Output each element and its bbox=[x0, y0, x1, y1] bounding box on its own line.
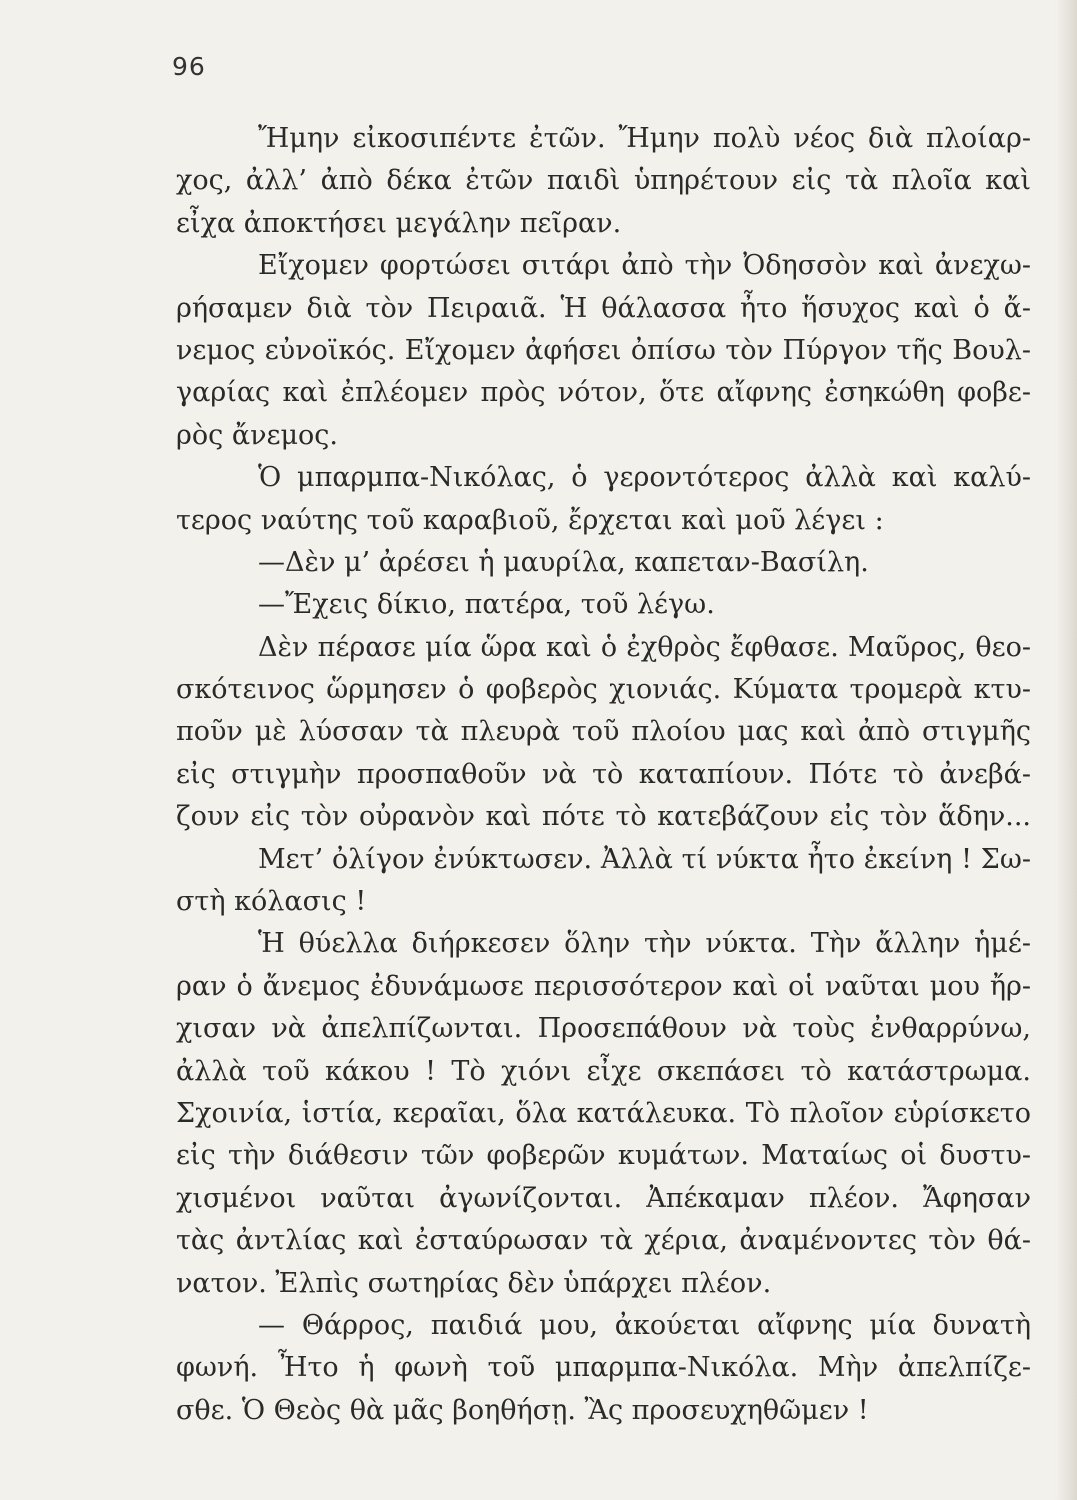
page-number: 96 bbox=[172, 52, 206, 81]
text-line: ρήσαμεν διὰ τὸν Πειραιᾶ. Ἡ θάλασσα ἦτο ἥσυχος καὶ ὁ ἄ- bbox=[176, 292, 1031, 324]
page-edge bbox=[1055, 0, 1077, 1500]
text-line: ἀλλὰ τοῦ κάκου ! Τὸ χιόνι εἶχε σκεπάσει τὸ κατάστρωμα. bbox=[176, 1055, 1031, 1087]
text-line: Ἡ θύελλα διήρκεσεν ὅλην τὴν νύκτα. Τὴν ἄλλην ἡμέ- bbox=[258, 928, 1031, 960]
text-line: Ἤμην εἰκοσιπέντε ἐτῶν. Ἤμην πολὺ νέος διὰ πλοίαρ- bbox=[258, 123, 1031, 154]
text-line: χισμένοι ναῦται ἀγωνίζονται. Ἀπέκαμαν πλέον. Ἄφησαν bbox=[176, 1182, 1031, 1214]
text-line: στὴ κόλασις ! bbox=[176, 886, 367, 918]
text-line: —Δὲν μ’ ἀρέσει ἡ μαυρίλα, καπεταν-Βασίλη. bbox=[258, 546, 869, 578]
text-line: νατον. Ἐλπὶς σωτηρίας δὲν ὑπάρχει πλέον. bbox=[176, 1267, 772, 1299]
text-line: —Ἔχεις δίκιο, πατέρα, τοῦ λέγω. bbox=[258, 589, 715, 621]
text-line: χισαν νὰ ἀπελπίζωνται. Προσεπάθουν νὰ τοὺς ἐνθαρρύνω, bbox=[176, 1013, 1031, 1045]
text-line: Εἴχομεν φορτώσει σιτάρι ἀπὸ τὴν Ὀδησσὸν καὶ ἀνεχω- bbox=[258, 250, 1031, 282]
text-line: νεμος εὐνοϊκός. Εἴχομεν ἀφήσει ὀπίσω τὸν Πύργον τῆς Βουλ- bbox=[176, 334, 1031, 366]
text-line: φωνή. Ἦτο ἡ φωνὴ τοῦ μπαρμπα-Νικόλα. Μὴν ἀπελπίζε- bbox=[176, 1352, 1031, 1384]
text-line: ραν ὁ ἄνεμος ἐδυνάμωσε περισσότερον καὶ οἱ ναῦται μου ἤρ- bbox=[176, 970, 1031, 1002]
body-text bbox=[176, 118, 1031, 1432]
text-line: Δὲν πέρασε μία ὥρα καὶ ὁ ἐχθρὸς ἔφθασε. Μαῦρος, θεο- bbox=[258, 631, 1031, 663]
text-line: ρὸς ἄνεμος. bbox=[176, 419, 338, 451]
text-line: ποῦν μὲ λύσσαν τὰ πλευρὰ τοῦ πλοίου μας καὶ ἀπὸ στιγμῆς bbox=[176, 716, 1031, 748]
text-line: Σχοινία, ἱστία, κεραῖαι, ὅλα κατάλευκα. Τὸ πλοῖον εὑρίσκετο bbox=[176, 1097, 1031, 1129]
text-line: εἰς τὴν διάθεσιν τῶν φοβερῶν κυμάτων. Ματαίως οἱ δυστυ- bbox=[176, 1140, 1031, 1172]
text-line: Μετ’ ὀλίγον ἐνύκτωσεν. Ἀλλὰ τί νύκτα ἦτο ἐκείνη ! Σω- bbox=[258, 843, 1031, 875]
text-line: εἰς στιγμὴν προσπαθοῦν νὰ τὸ καταπίουν. Πότε τὸ ἀνεβά- bbox=[176, 758, 1031, 790]
text-line: τερος ναύτης τοῦ καραβιοῦ, ἔρχεται καὶ μοῦ λέγει : bbox=[176, 504, 884, 536]
text-line: εἶχα ἀποκτήσει μεγάλην πεῖραν. bbox=[176, 207, 622, 239]
text-line: — Θάρρος, παιδιά μου, ἀκούεται αἴφνης μία δυνατὴ bbox=[258, 1309, 1031, 1341]
text-line: σκότεινος ὥρμησεν ὁ φοβερὸς χιονιάς. Κύματα τρομερὰ κτυ- bbox=[176, 674, 1031, 706]
text-line: χος, ἀλλ’ ἀπὸ δέκα ἐτῶν παιδὶ ὑπηρέτουν εἰς τὰ πλοῖα καὶ bbox=[176, 165, 1031, 197]
text-line: ζουν εἰς τὸν οὐρανὸν καὶ πότε τὸ κατεβάζουν εἰς τὸν ἅδην... bbox=[176, 801, 1031, 833]
text-line: Ὁ μπαρμπα-Νικόλας, ὁ γεροντότερος ἀλλὰ καὶ καλύ- bbox=[258, 462, 1031, 494]
text-line: τὰς ἀντλίας καὶ ἐσταύρωσαν τὰ χέρια, ἀναμένοντες τὸν θά- bbox=[176, 1225, 1031, 1257]
text-line: σθε. Ὁ Θεὸς θὰ μᾶς βοηθήσῃ. Ἂς προσευχηθῶμεν ! bbox=[176, 1394, 869, 1426]
text-line: γαρίας καὶ ἐπλέομεν πρὸς νότον, ὅτε αἴφνης ἐσηκώθη φοβε- bbox=[176, 377, 1031, 409]
